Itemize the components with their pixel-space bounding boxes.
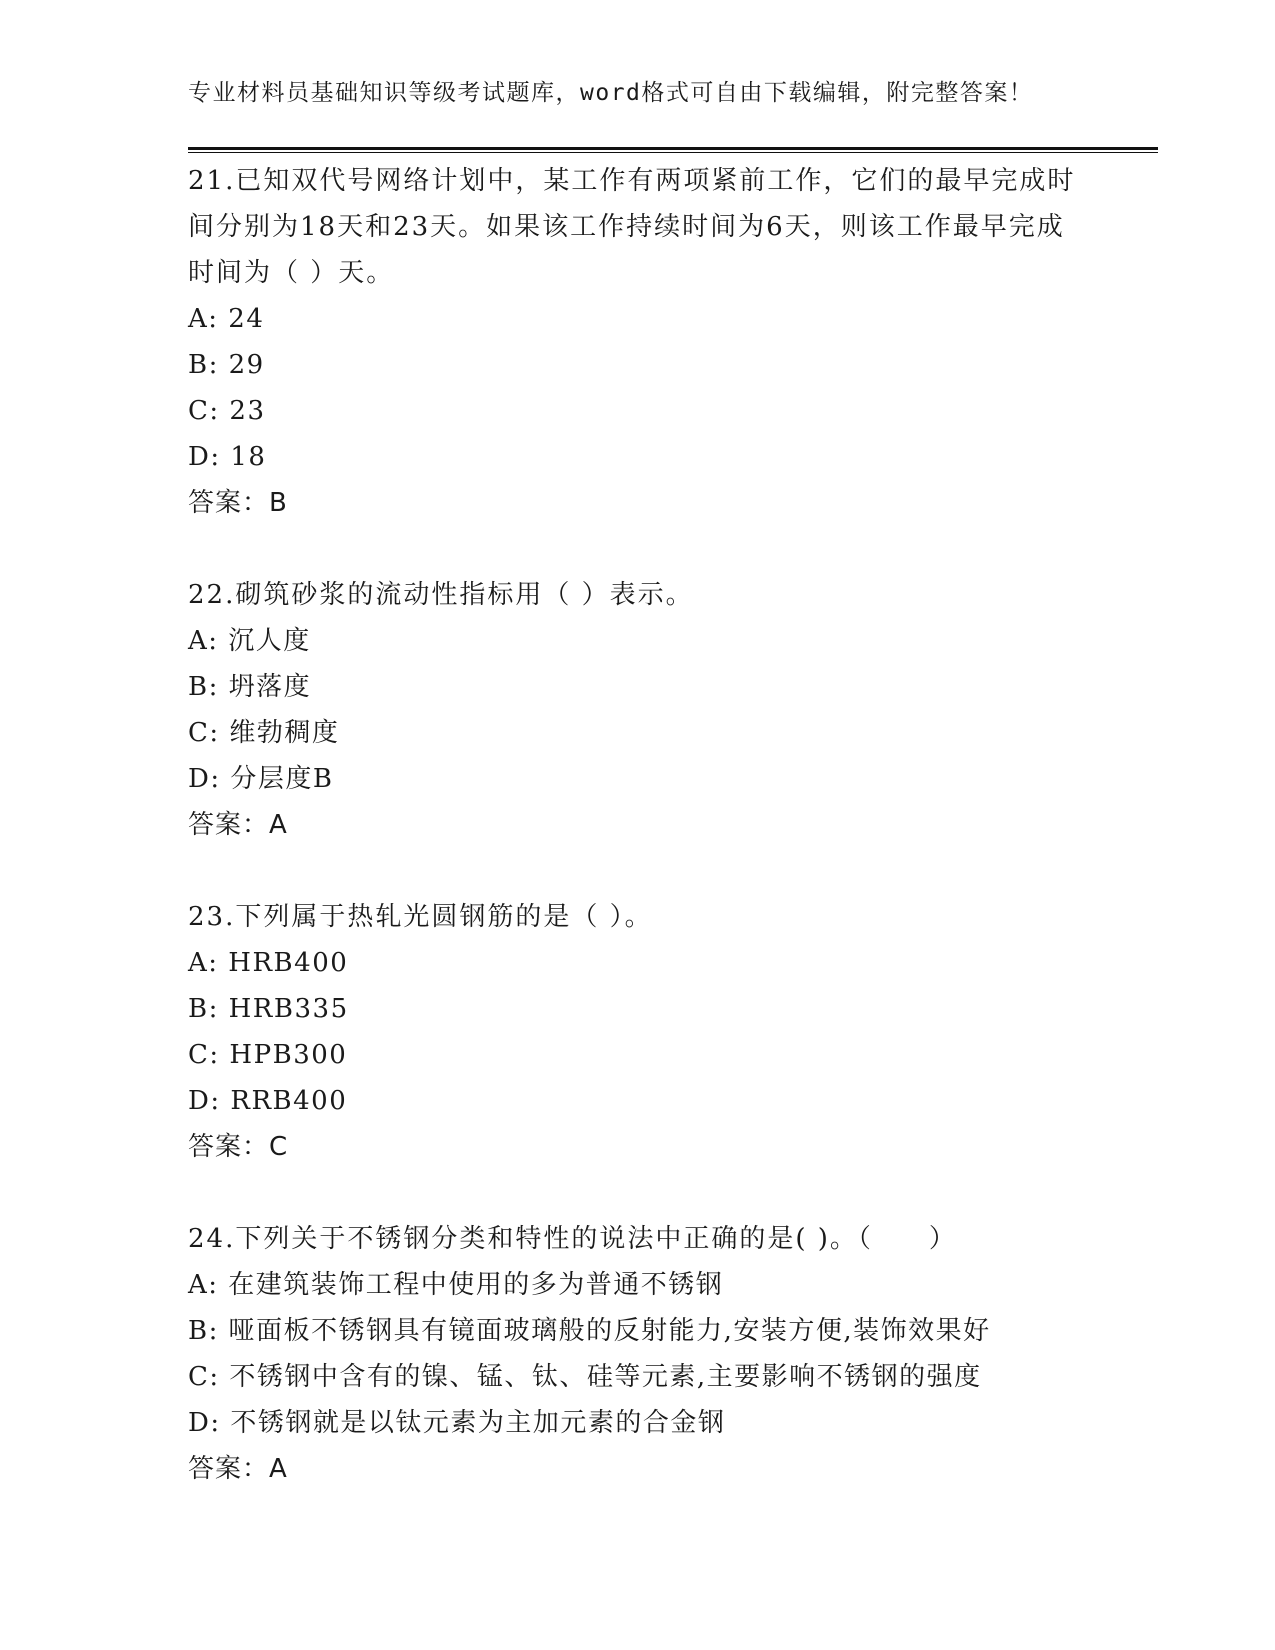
answer-label: 答案：B — [188, 488, 288, 518]
answer-label: 答案：A — [188, 1454, 288, 1484]
question-list — [188, 158, 1088, 1538]
option-a: A: 在建筑装饰工程中使用的多为普通不锈钢 — [188, 1270, 724, 1300]
question-23 — [188, 894, 1088, 1170]
option-b: B: HRB335 — [188, 994, 349, 1024]
option-d: D: 18 — [188, 442, 267, 472]
option-a: A: 24 — [188, 304, 265, 334]
answer-label: 答案：C — [188, 1132, 289, 1162]
question-stem: 23.下列属于热轧光圆钢筋的是（ ）。 — [188, 902, 653, 932]
question-22 — [188, 572, 1088, 848]
question-24 — [188, 1216, 1088, 1492]
option-c: C: 维勃稠度 — [188, 718, 340, 748]
question-stem: 21.已知双代号网络计划中，某工作有两项紧前工作，它们的最早完成时间分别为18天和23天。如果该工作持续时间为6天，则该工作最早完成时间为（ ）天。 — [188, 166, 1076, 288]
option-d: D: 分层度B — [188, 764, 334, 794]
question-stem: 22.砌筑砂浆的流动性指标用（ ）表示。 — [188, 580, 694, 610]
option-a: A: HRB400 — [188, 948, 349, 978]
option-c: C: HPB300 — [188, 1040, 348, 1070]
question-21 — [188, 158, 1088, 526]
option-b: B: 坍落度 — [188, 672, 312, 702]
option-b: B: 哑面板不锈钢具有镜面玻璃般的反射能力,安装方便,装饰效果好 — [188, 1316, 991, 1346]
option-a: A: 沉人度 — [188, 626, 311, 656]
question-stem: 24.下列关于不锈钢分类和特性的说法中正确的是( )。（ ） — [188, 1224, 957, 1254]
option-d: D: 不锈钢就是以钛元素为主加元素的合金钢 — [188, 1408, 726, 1438]
option-c: C: 不锈钢中含有的镍、锰、钛、硅等元素,主要影响不锈钢的强度 — [188, 1362, 982, 1392]
option-b: B: 29 — [188, 350, 265, 380]
header-divider-thin — [188, 152, 1158, 153]
answer-label: 答案：A — [188, 810, 288, 840]
header-divider-thick — [188, 147, 1158, 150]
option-d: D: RRB400 — [188, 1086, 348, 1116]
document-header: 专业材料员基础知识等级考试题库，word格式可自由下载编辑，附完整答案！ — [188, 80, 1034, 106]
option-c: C: 23 — [188, 396, 266, 426]
